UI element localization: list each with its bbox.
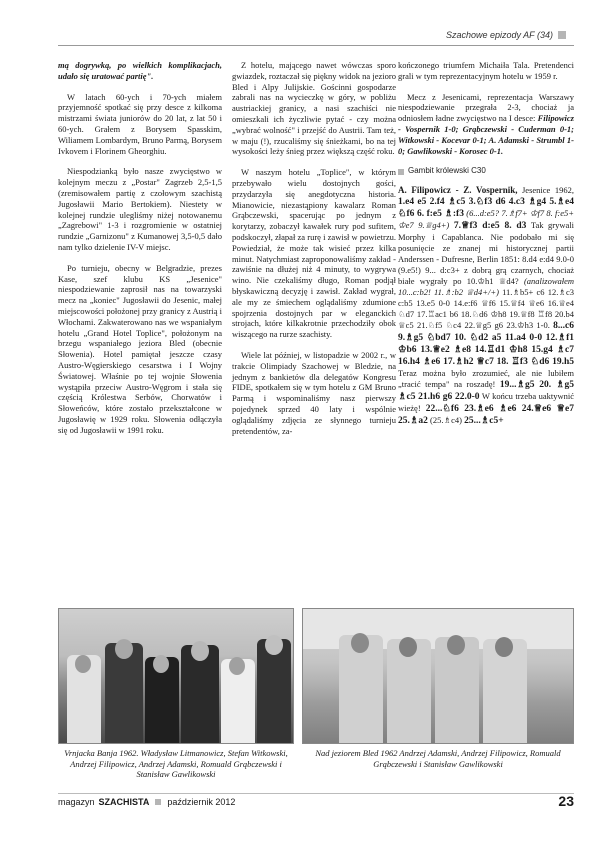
figure-head xyxy=(265,635,283,655)
header-square-icon xyxy=(558,31,566,39)
moves: 1.e4 e5 2.f4 ♗c5 3.♘f3 d6 4.c3 ♗g4 5.♗e4 ♘f6 6. f:e5 ♗:f3 xyxy=(398,197,574,220)
magazine-name: SZACHISTA xyxy=(98,797,150,807)
game-notation xyxy=(398,185,574,427)
text-column-1 xyxy=(58,60,222,446)
paragraph-lead: mą dogrywką, po wielkich komplikacjach, udało się uratować partię". xyxy=(58,60,222,81)
game-subheading xyxy=(398,166,574,177)
moves-plain: 11.♗b5+ c6 12.♗c3 c:b5 13.e5 0-0 14.e:f6 ♕f6 15.♕f4 ♕e6 16.♕e4 ♘d7 17.♖ac1 b6 18.♘d6 ♔h8 19.♕f8 ♖f8 20.b4 ♕c5 21.♘f5 ♘c4 22.♕g5 g6 23.♔h3 1-0. xyxy=(398,287,574,331)
annotation: (analizowałem 10...c:b2! 11.♗:b2 ♕d4+/+) xyxy=(398,276,575,298)
paragraph: Niespodzianką było nasze zwycięstwo w kolejnym meczu z „Postar" Zagrzeb 2,5-1,5 (zremisowałem partię z czołowym szachistą Jugosławii Mario Bertokiem). Niestety w kolejnej rundzie ulegliśmy niżej notowanemu „Zagrebowi" 1-3 i rozgromienie w ostatniej rundzie „Garnizonu" z Kumanowej 3,5-0,5 dało nam tylko dzielenie IV-V miejsc. xyxy=(58,166,222,252)
photo-vrnjacka-banja xyxy=(58,608,294,744)
header-divider xyxy=(58,45,574,46)
issue-date: październik 2012 xyxy=(167,797,236,807)
paragraph-text: Mecz z Jesenicami, reprezentacja Warszawy niespodziewanie przegrała 2-3, chociaż ja odniosłem ładne zwycięstwo na I desce: xyxy=(398,91,574,124)
annotation: (25.♗c4) xyxy=(430,415,462,426)
header-title: Szachowe epizody AF (34) xyxy=(445,30,553,40)
moves: 22...♘f6 23.♗e6 ♗e6 24.♕e6 ♕e7 25.♗a2 xyxy=(398,404,574,427)
page-number: 23 xyxy=(558,793,574,809)
figure-head xyxy=(447,635,465,655)
opening-name: Gambit królewski C30 xyxy=(408,166,486,176)
moves: 25...♗c5+ xyxy=(464,416,504,427)
photo-lake-bled xyxy=(302,608,574,744)
magazine-prefix: magazyn xyxy=(58,797,95,807)
text-column-3 xyxy=(398,60,574,427)
figure-head xyxy=(153,655,169,673)
paragraph: W naszym hotelu „Toplice", w którym przebywało wielu dostojnych gości, przydarzyła się anegdotyczna historia. Mianowicie, niezastąpiony kawalarz Roman Grąbczewski, spacerując po jednym z korytarzy, zobaczył kawałek rury pod sufitem, podskoczył, złapał za rurę i zawisł w powietrzu. Powiedział, że może tak wisieć przez kilka minut. Natychmiast zaproponowaliśmy zakład - zawiśnie na dłużej niż 4 minuty, to wygrywa wino. Nie czekaliśmy długo, Roman podjął błyskawiczną decyzję i zawisł. Zakład wygrał, ale my ze śmiechem oglądaliśmy zdumione spojrzenia dostojnych par w eleganckich strojach, które kilkakrotnie przechodziły obok wiszącego na rurze szachisty. xyxy=(232,167,396,340)
paragraph: Po turnieju, obecny w Belgradzie, prezes Kase, szef klubu KS „Jesenice" niespodziewanie zaprosił nas na towarzyski mecz na „koniec" Jugosławii do Jesenic, małej miejscowości położonej przy granicy z Austrią i Włochami. Zakwaterowano nas we wspaniałym hotelu „Grand Hotel Toplice", położonym na brzegu wspaniałego jeziora Bled (obecnie Słowenia). Hotel pamiętał jeszcze czasy Austro-Węgierskiego cesarstwa i I Wojny Światowej. Właśnie po tej wojnie Słowenia wystąpiła przeciw Austro-Węgrom i stała się częścią Królestwa Serbów, Chorwatów i Słoweńców, które zostało przekształcone w Jugosławię w 1929 roku. Słowenia odłączyła się od Jugosławii w 1991 roku. xyxy=(58,262,222,435)
figure-head xyxy=(75,655,91,673)
figure-head xyxy=(229,657,245,675)
running-header xyxy=(446,30,566,40)
moves: 19...♗g5 20. ♗g5 ♗c5 21.h6 g6 22.0-0 xyxy=(398,380,574,403)
figure-head xyxy=(191,641,209,661)
annotation: (6...d:e5? 7.♗f7+ ♔f7 8. f:e5+ ♔e7 9.♕g4+) xyxy=(398,208,574,231)
game-place: Jesenice 1962, xyxy=(522,185,574,196)
text-column-2 xyxy=(232,60,396,446)
figure-head xyxy=(495,637,513,657)
moves: 8...c6 9.♗g5 ♘bd7 10. ♘d2 a5 11.a4 0-0 12.♗f1 ♔b6 13.♕e2 ♗e8 14.♖d1 ♔h8 15.g4 ♗c7 16.h4 ♗e6 17.♗h2 ♕c7 18. ♖f3 ♘d6 19.h5 xyxy=(398,321,575,368)
photo-caption: Nad jeziorem Bled 1962 Andrzej Adamski, Andrzej Filipowicz, Romuald Grąbczewski i Stanisław Gawlikowski xyxy=(315,748,561,769)
commentary: Teraz można było zrozumieć, ale nie lubiłem „tracić tempa" na roszadę! xyxy=(398,368,574,390)
footer xyxy=(58,797,235,807)
paragraph: Wiele lat później, w listopadzie w 2002 r., w trakcie Olimpiady Szachowej w Bledzie, na jednym z bankietów dla delegatów Kongresu FIDE, spotkałem się w tym hotelu z GM Bruno Parmą i wspominaliśmy nasz pierwszy pojedynek sprzed 40 laty i wspólnie oglądaliśmy zdjęcia ze słynnego turnieju pretendentów, za- xyxy=(232,349,396,436)
commentary: W końcu trzeba uaktywnić wieżę! xyxy=(398,391,574,414)
figure-head xyxy=(351,633,369,653)
figure-head xyxy=(115,639,133,659)
paragraph xyxy=(398,92,574,157)
photo-caption: Vrnjacka Banja 1962. Władysław Litmanowicz, Stefan Witkowski, Andrzej Filipowicz, Andrzej Adamski, Romuald Grąbczewski i Stanisław Gawlikowski xyxy=(64,748,288,779)
game-players: A. Filipowicz - Z. Vospernik, xyxy=(398,185,518,196)
paragraph: kończonego triumfem Michaiła Tala. Pretendenci grali w tym reprezentacyjnym hotelu w 1959 r. xyxy=(398,60,574,81)
figure-head xyxy=(399,637,417,657)
footer-square-icon xyxy=(155,799,161,805)
moves: 7.♕f3 d:e5 8. d3 xyxy=(453,221,527,232)
subheading-square-icon xyxy=(398,169,404,175)
commentary: Tak grywali Morphy i Capablanca. Nie podobało mi się posunięcie ze znanej mi historycznej partii Anderssen - Dufresne, Berlin 1851: 8.d4 e:d4 9.0-0 (9.e5!) 9... d:c3+ z dobrą grą czarnych, chociaż białe wygrały po 10.♔h1 ♕d4? xyxy=(398,220,574,287)
footer-divider xyxy=(58,793,574,794)
paragraph: Z hotelu, mającego nawet wówczas sporo gwiazdek, roztaczał się piękny widok na jezioro Bled i Alpy Julijskie. Gościnni gospodarze zabrali nas na wycieczkę w góry, w pobliżu austriackiej granicy, a nasi szachiści nie omieszkali ich życzliwie pytać - czy można „wybrać wolność" i przejść do Austrii. Tam też, w maju (!), rzucaliśmy się śnieżkami, bo na tej wysokości leży śnieg przez większą część roku. xyxy=(232,60,396,157)
match-results: Filipowicz - Vospernik 1-0; Grąbczewski - Cuderman 0-1; Witkowski - Kocevar 0-1; A. Adamski - Strumbl 1-0; Gawlikowski - Korosec 0-1. xyxy=(398,113,574,156)
paragraph: W latach 60-ych i 70-ych miałem przyjemność spotkać się przy desce z kilkoma mistrzami świata juniorów do 20 lat, z lat 50 i 60-ych. Grałem z Borysem Spasskim, Wiliamem Lombardym, Bruno Parmą, Borysem Ivkovem i Florinem Gheorghiu. xyxy=(58,91,222,156)
